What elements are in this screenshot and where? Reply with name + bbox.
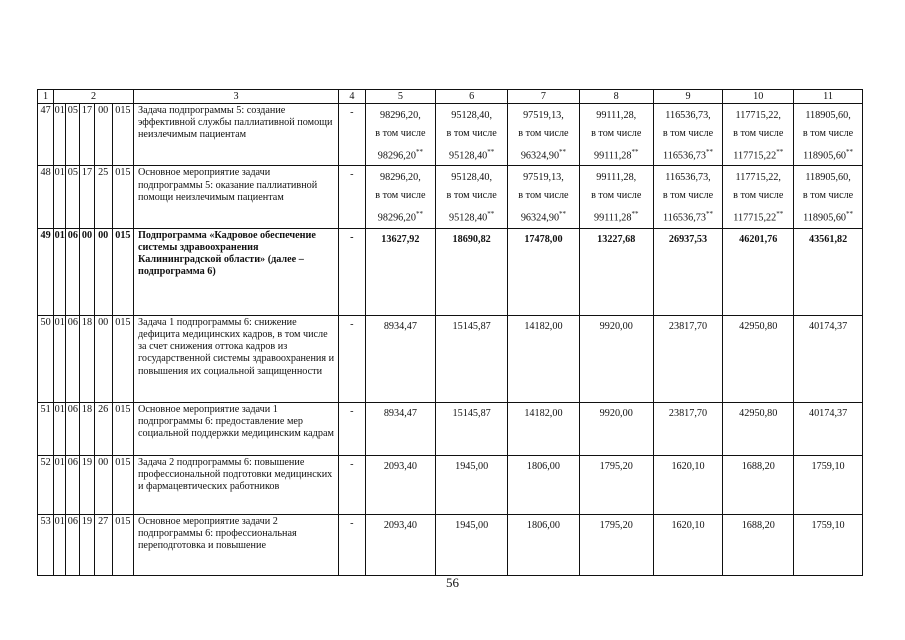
code-cell: 17: [80, 104, 94, 166]
code-cell: 01: [54, 228, 66, 315]
value-cell: 1945,00: [436, 514, 508, 575]
column-number-cell: 7: [508, 90, 580, 104]
column4-cell: -: [339, 166, 365, 228]
column-number-cell: 9: [653, 90, 723, 104]
code-cell: 01: [54, 402, 66, 455]
value-cell: 15145,87: [436, 402, 508, 455]
code-cell: 18: [80, 402, 94, 455]
value-cell: 40174,37: [794, 402, 863, 455]
code-cell: 015: [112, 228, 133, 315]
value-cell: 13627,92: [365, 228, 436, 315]
value-cell: 99111,28, в том числе 99111,28**: [579, 104, 653, 166]
code-cell: 17: [80, 166, 94, 228]
value-cell: 1795,20: [579, 455, 653, 514]
value-cell: 1759,10: [794, 514, 863, 575]
column-number-cell: 3: [133, 90, 338, 104]
code-cell: 01: [54, 514, 66, 575]
code-cell: 015: [112, 166, 133, 228]
code-cell: 06: [66, 514, 80, 575]
value-cell: 26937,53: [653, 228, 723, 315]
value-cell: 1688,20: [723, 455, 794, 514]
value-cell: 17478,00: [508, 228, 580, 315]
value-cell: 1945,00: [436, 455, 508, 514]
item-name-cell: Основное мероприятие задачи подпрограммы 5: оказание паллиативной помощи неизлечимым пациентам: [133, 166, 338, 228]
value-cell: 9920,00: [579, 402, 653, 455]
value-cell: 116536,73, в том числе 116536,73**: [653, 104, 723, 166]
code-cell: 05: [66, 104, 80, 166]
value-cell: 43561,82: [794, 228, 863, 315]
column4-cell: -: [339, 104, 365, 166]
value-cell: 23817,70: [653, 402, 723, 455]
item-name-cell: Основное мероприятие задачи 1 подпрограммы 6: предоставление мер социальной поддержки медицинским кадрам: [133, 402, 338, 455]
value-cell: 99111,28, в том числе 99111,28**: [579, 166, 653, 228]
value-cell: 1620,10: [653, 514, 723, 575]
code-cell: 01: [54, 166, 66, 228]
table-row: [38, 104, 863, 166]
code-cell: 01: [54, 315, 66, 402]
value-cell: 2093,40: [365, 514, 436, 575]
column-number-cell: 6: [436, 90, 508, 104]
value-cell: 1806,00: [508, 455, 580, 514]
code-cell: 18: [80, 315, 94, 402]
value-cell: 42950,80: [723, 402, 794, 455]
row-number-cell: 51: [38, 402, 54, 455]
code-cell: 015: [112, 104, 133, 166]
column4-cell: -: [339, 455, 365, 514]
value-cell: 95128,40, в том числе 95128,40**: [436, 104, 508, 166]
item-name-cell: Задача 1 подпрограммы 6: снижение дефицита медицинских кадров, в том числе за счет снижения оттока кадров из государственной системы здравоохранения и повышения их социальной защищенности: [133, 315, 338, 402]
value-cell: 18690,82: [436, 228, 508, 315]
value-cell: 1620,10: [653, 455, 723, 514]
value-cell: 14182,00: [508, 315, 580, 402]
table-row: [38, 402, 863, 455]
table-row: [38, 315, 863, 402]
code-cell: 19: [80, 455, 94, 514]
table-row: [38, 455, 863, 514]
column-number-cell: 11: [794, 90, 863, 104]
value-cell: 1759,10: [794, 455, 863, 514]
value-cell: 13227,68: [579, 228, 653, 315]
row-number-cell: 53: [38, 514, 54, 575]
code-cell: 26: [94, 402, 112, 455]
item-name-cell: Подпрограмма «Кадровое обеспечение системы здравоохранения Калининградской области» (далее – подпрограмма 6): [133, 228, 338, 315]
code-cell: 015: [112, 402, 133, 455]
value-cell: 46201,76: [723, 228, 794, 315]
value-cell: 8934,47: [365, 315, 436, 402]
table-row: [38, 228, 863, 315]
code-cell: 01: [54, 455, 66, 514]
column4-cell: -: [339, 514, 365, 575]
code-cell: 015: [112, 514, 133, 575]
table-row: [38, 514, 863, 575]
code-cell: 00: [80, 228, 94, 315]
value-cell: 1806,00: [508, 514, 580, 575]
value-cell: 1795,20: [579, 514, 653, 575]
column-number-cell: 10: [723, 90, 794, 104]
value-cell: 116536,73, в том числе 116536,73**: [653, 166, 723, 228]
code-cell: 00: [94, 455, 112, 514]
row-number-cell: 49: [38, 228, 54, 315]
column-number-cell: 2: [54, 90, 134, 104]
code-cell: 00: [94, 104, 112, 166]
row-number-cell: 50: [38, 315, 54, 402]
value-cell: 42950,80: [723, 315, 794, 402]
code-cell: 015: [112, 315, 133, 402]
value-cell: 40174,37: [794, 315, 863, 402]
value-cell: 1688,20: [723, 514, 794, 575]
column-number-cell: 8: [579, 90, 653, 104]
budget-table: [37, 89, 863, 576]
column-number-cell: 4: [339, 90, 365, 104]
column-number-row: [38, 90, 863, 104]
value-cell: 118905,60, в том числе 118905,60**: [794, 166, 863, 228]
row-number-cell: 48: [38, 166, 54, 228]
value-cell: 15145,87: [436, 315, 508, 402]
value-cell: 117715,22, в том числе 117715,22**: [723, 104, 794, 166]
row-number-cell: 47: [38, 104, 54, 166]
table-row: [38, 166, 863, 228]
code-cell: 06: [66, 402, 80, 455]
code-cell: 06: [66, 455, 80, 514]
value-cell: 2093,40: [365, 455, 436, 514]
code-cell: 06: [66, 315, 80, 402]
column-number-cell: 1: [38, 90, 54, 104]
value-cell: 95128,40, в том числе 95128,40**: [436, 166, 508, 228]
column-number-cell: 5: [365, 90, 436, 104]
code-cell: 19: [80, 514, 94, 575]
code-cell: 015: [112, 455, 133, 514]
value-cell: 14182,00: [508, 402, 580, 455]
code-cell: 06: [66, 228, 80, 315]
value-cell: 97519,13, в том числе 96324,90**: [508, 166, 580, 228]
column4-cell: -: [339, 402, 365, 455]
code-cell: 25: [94, 166, 112, 228]
item-name-cell: Задача подпрограммы 5: создание эффективной службы паллиативной помощи неизлечимым пациентам: [133, 104, 338, 166]
item-name-cell: Задача 2 подпрограммы 6: повышение профессиональной подготовки медицинских и фармацевтических работников: [133, 455, 338, 514]
code-cell: 27: [94, 514, 112, 575]
value-cell: 118905,60, в том числе 118905,60**: [794, 104, 863, 166]
value-cell: 117715,22, в том числе 117715,22**: [723, 166, 794, 228]
value-cell: 98296,20, в том числе 98296,20**: [365, 104, 436, 166]
item-name-cell: Основное мероприятие задачи 2 подпрограммы 6: профессиональная переподготовка и повышение: [133, 514, 338, 575]
value-cell: 98296,20, в том числе 98296,20**: [365, 166, 436, 228]
code-cell: 00: [94, 315, 112, 402]
code-cell: 05: [66, 166, 80, 228]
value-cell: 23817,70: [653, 315, 723, 402]
column4-cell: -: [339, 228, 365, 315]
row-number-cell: 52: [38, 455, 54, 514]
code-cell: 00: [94, 228, 112, 315]
value-cell: 97519,13, в том числе 96324,90**: [508, 104, 580, 166]
value-cell: 9920,00: [579, 315, 653, 402]
page-number: 56: [446, 575, 459, 590]
code-cell: 01: [54, 104, 66, 166]
column4-cell: -: [339, 315, 365, 402]
value-cell: 8934,47: [365, 402, 436, 455]
